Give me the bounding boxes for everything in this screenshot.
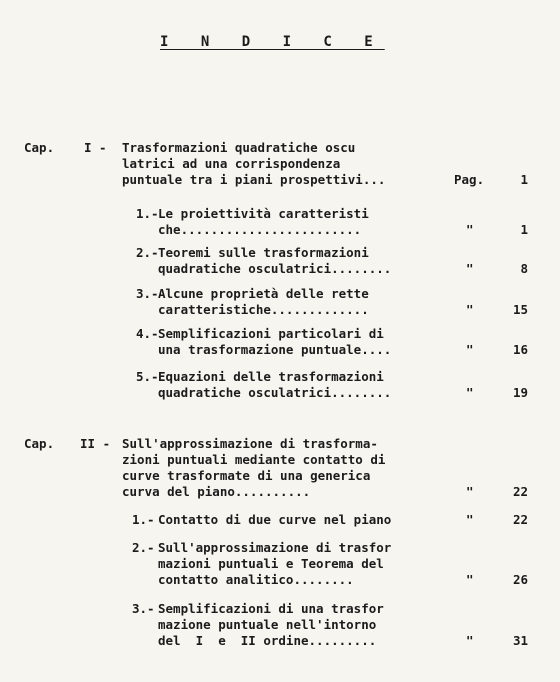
page-label: Pag. [454, 172, 485, 187]
section-title-line: Teoremi sulle trasformazioni [158, 245, 369, 260]
section-number: 2.- [136, 245, 159, 260]
chapter-title-line: puntuale tra i piani prospettivi... [122, 172, 386, 187]
page-title: I N D I C E [160, 34, 385, 50]
chapter-title-line: Trasformazioni quadratiche oscu [122, 140, 356, 155]
section-title-line: caratteristiche............. [158, 302, 369, 317]
ditto-mark: " [466, 302, 474, 317]
section-number: 1.- [132, 512, 155, 527]
section-title-line: quadratiche osculatrici........ [158, 261, 392, 276]
chapter-title-line: latrici ad una corrispondenza [122, 156, 341, 171]
section-number: 5.- [136, 369, 159, 384]
page-number: 31 [512, 633, 528, 648]
section-title-line: che........................ [158, 222, 362, 237]
page-number: 8 [520, 261, 528, 276]
page-number: 1 [520, 172, 528, 187]
section-title-line: Sull'approssimazione di trasfor [158, 540, 392, 555]
page-number: 19 [512, 385, 528, 400]
ditto-mark: " [466, 512, 474, 527]
chapter-title-line: zioni puntuali mediante contatto di [122, 452, 386, 467]
section-title-line: Semplificazioni particolari di [158, 326, 384, 341]
chapter-title-line: curve trasformate di una generica [122, 468, 371, 483]
chapter-numeral: II - [80, 436, 111, 451]
section-title-line: contatto analitico........ [158, 572, 354, 587]
page-number: 16 [512, 342, 528, 357]
section-title-line: Equazioni delle trasformazioni [158, 369, 384, 384]
section-title-line: mazioni puntuali e Teorema del [158, 556, 384, 571]
section-title-line: Le proiettività caratteristi [158, 206, 369, 221]
page-number: 15 [512, 302, 528, 317]
chapter-title-line: Sull'approssimazione di trasforma- [122, 436, 378, 451]
chapter-numeral: I - [84, 140, 107, 155]
ditto-mark: " [466, 222, 474, 237]
chapter-label: Cap. [24, 140, 55, 155]
ditto-mark: " [466, 572, 474, 587]
ditto-mark: " [466, 385, 474, 400]
chapter-title-line: curva del piano.......... [122, 484, 311, 499]
section-number: 2.- [132, 540, 155, 555]
section-title-line: quadratiche osculatrici........ [158, 385, 392, 400]
section-title-line: mazione puntuale nell'intorno [158, 617, 377, 632]
section-title-line: del I e II ordine......... [158, 633, 377, 648]
page-number: 22 [512, 512, 528, 527]
ditto-mark: " [466, 484, 474, 499]
chapter-label: Cap. [24, 436, 55, 451]
section-title-line: una trasformazione puntuale.... [158, 342, 392, 357]
section-number: 3.- [132, 601, 155, 616]
page-number: 22 [512, 484, 528, 499]
section-title-line: Alcune proprietà delle rette [158, 286, 369, 301]
page-number: 1 [520, 222, 528, 237]
page-number: 26 [512, 572, 528, 587]
ditto-mark: " [466, 261, 474, 276]
ditto-mark: " [466, 342, 474, 357]
section-number: 3.- [136, 286, 159, 301]
section-number: 4.- [136, 326, 159, 341]
ditto-mark: " [466, 633, 474, 648]
section-number: 1.- [136, 206, 159, 221]
section-title-line: Contatto di due curve nel piano [158, 512, 392, 527]
section-title-line: Semplificazioni di una trasfor [158, 601, 384, 616]
